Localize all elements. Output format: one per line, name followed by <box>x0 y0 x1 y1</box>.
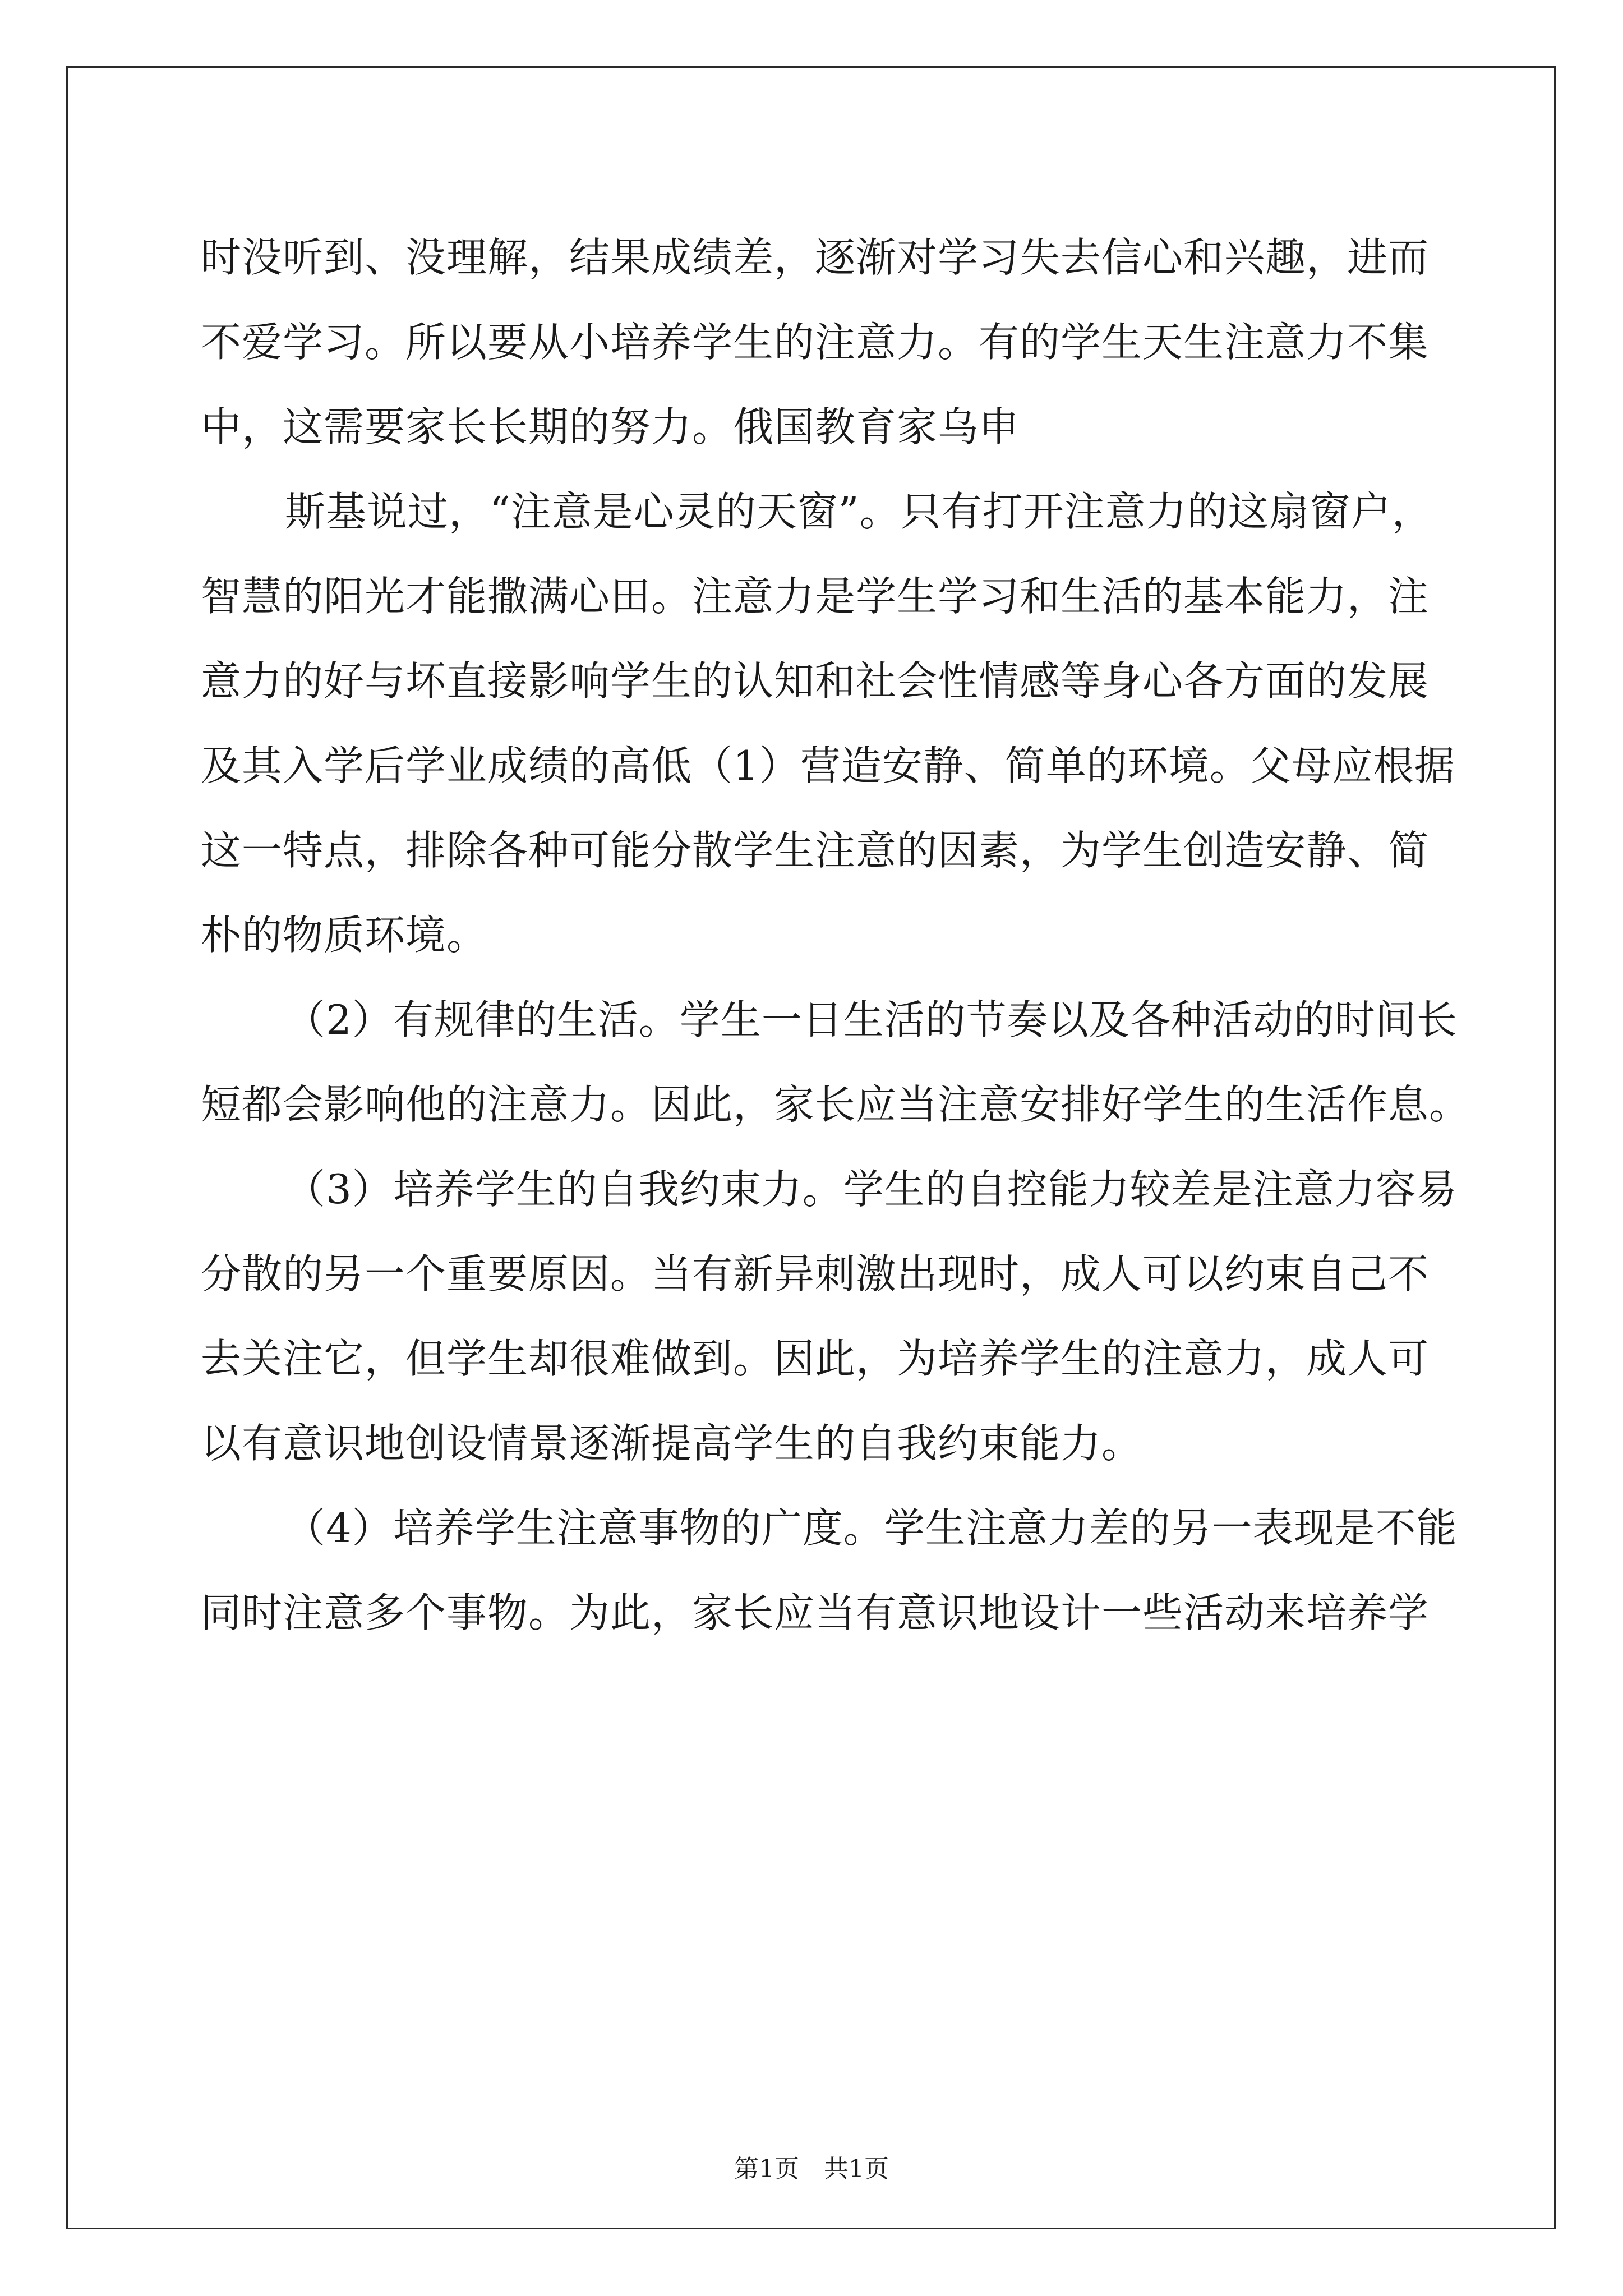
text-line: 及其入学后学业成绩的高低（1）营造安静、简单的环境。父母应根据 <box>201 742 1455 789</box>
text-line: （3）培养学生的自我约束力。学生的自控能力较差是注意力容易 <box>285 1166 1458 1213</box>
text-line: 不爱学习。所以要从小培养学生的注意力。有的学生天生注意力不集 <box>201 319 1430 366</box>
text-line: 意力的好与坏直接影响学生的认知和社会性情感等身心各方面的发展 <box>201 657 1430 705</box>
text-line: 智慧的阳光才能撒满心田。注意力是学生学习和生活的基本能力，注 <box>201 573 1430 620</box>
text-line: 这一特点，排除各种可能分散学生注意的因素，为学生创造安静、简 <box>201 827 1430 874</box>
text-line: 斯基说过，“注意是心灵的天窗”。只有打开注意力的这扇窗户， <box>285 488 1433 535</box>
text-line: （2）有规律的生活。学生一日生活的节奏以及各种活动的时间长 <box>285 996 1458 1043</box>
text-line: 分散的另一个重要原因。当有新异刺激出现时，成人可以约束自己不 <box>201 1250 1430 1297</box>
text-line: 朴的物质环境。 <box>201 912 488 959</box>
document-body <box>201 215 1470 1655</box>
text-line: 同时注意多个事物。为此，家长应当有意识地设计一些活动来培养学 <box>201 1589 1430 1636</box>
text-line: 去关注它，但学生却很难做到。因此，为培养学生的注意力，成人可 <box>201 1335 1430 1382</box>
text-line: 短都会影响他的注意力。因此，家长应当注意安排好学生的生活作息。 <box>201 1081 1470 1128</box>
page-number: 第1页 <box>734 2155 799 2183</box>
page-footer <box>0 2148 1623 2184</box>
text-line: 时没听到、没理解，结果成绩差，逐渐对学习失去信心和兴趣，进而 <box>201 234 1430 281</box>
text-line: 中，这需要家长长期的努力。俄国教育家乌申 <box>201 403 1020 450</box>
text-line: 以有意识地创设情景逐渐提高学生的自我约束能力。 <box>201 1420 1143 1467</box>
text-line: （4）培养学生注意事物的广度。学生注意力差的另一表现是不能 <box>285 1504 1458 1552</box>
page-total: 共1页 <box>824 2155 889 2183</box>
